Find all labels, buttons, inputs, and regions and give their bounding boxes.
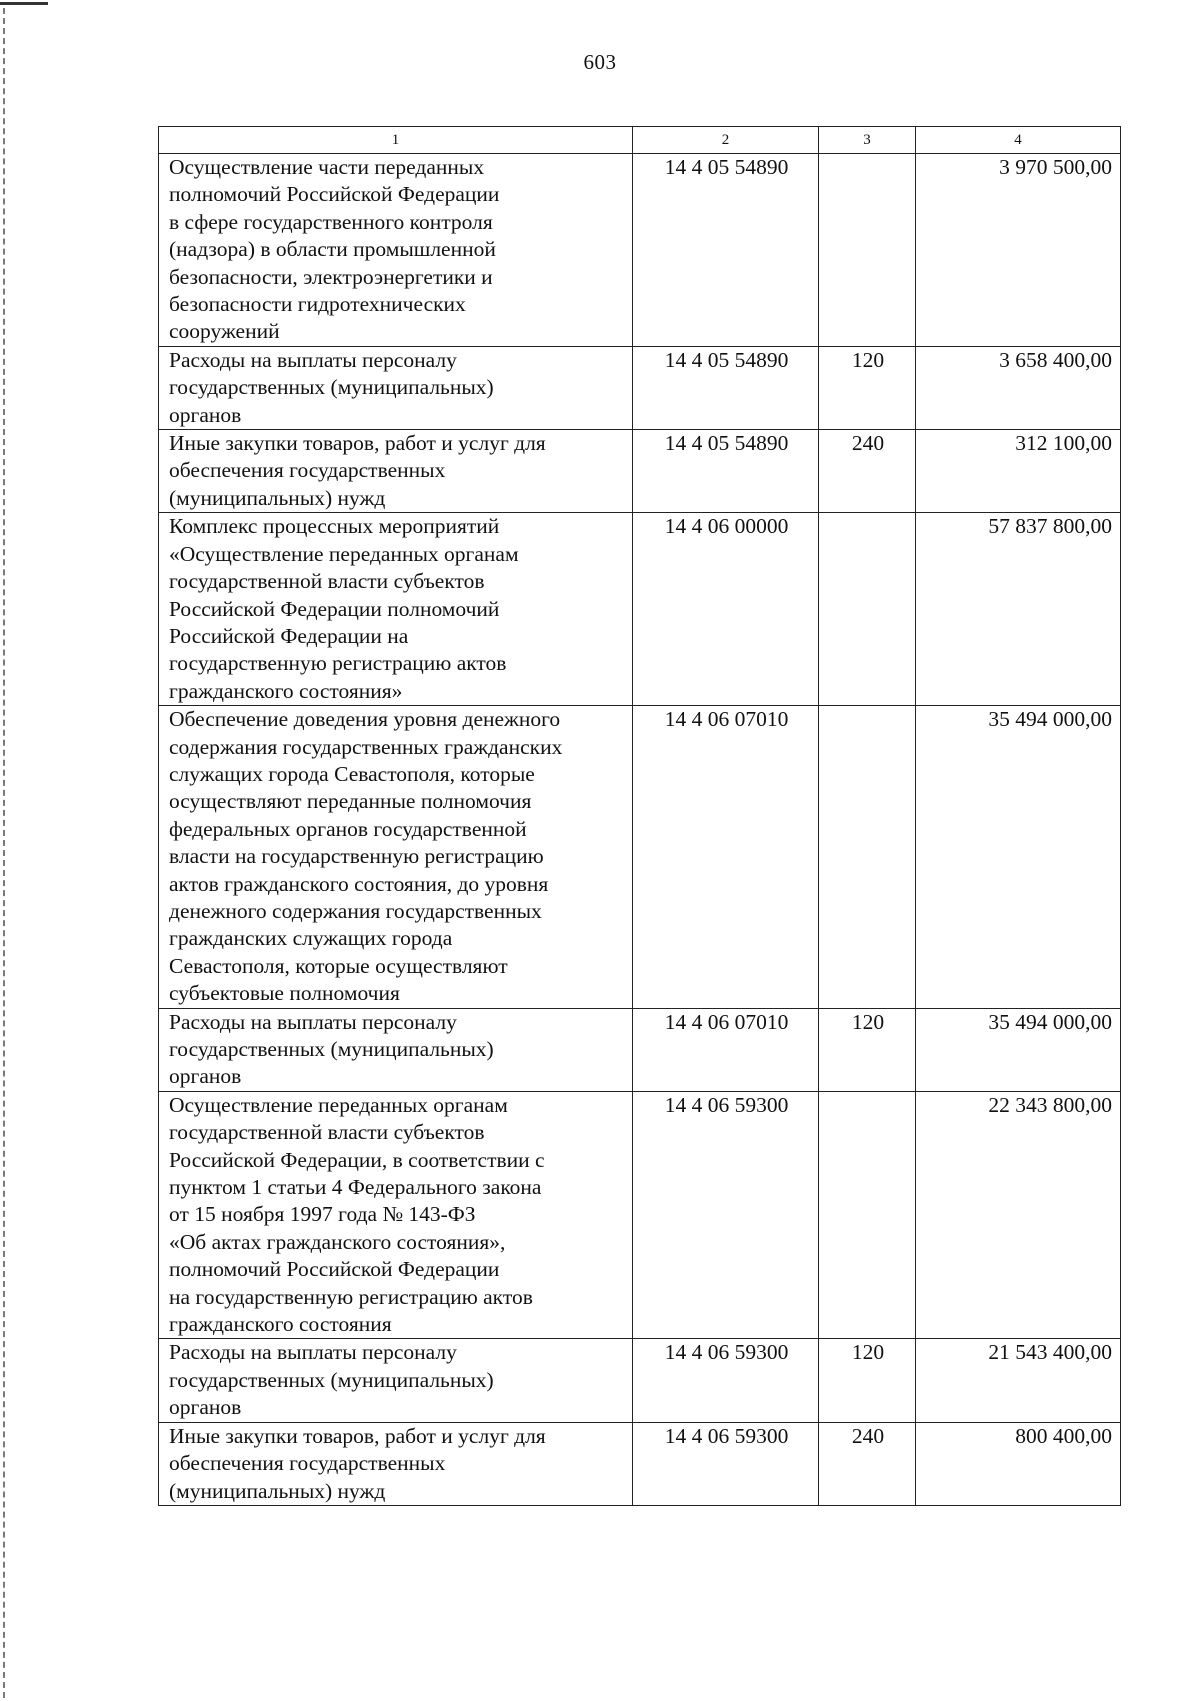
row-amount: 21 543 400,00 bbox=[916, 1339, 1121, 1422]
table-row bbox=[159, 346, 1121, 429]
page-number: 603 bbox=[583, 50, 617, 74]
row-expense-type bbox=[819, 154, 916, 347]
table-header-row bbox=[159, 127, 1121, 154]
row-name: Иные закупки товаров, работ и услуг для обеспечения государственных (муниципальных) нужд bbox=[159, 1422, 633, 1505]
row-amount: 800 400,00 bbox=[916, 1422, 1121, 1505]
row-name: Осуществление переданных органам государственной власти субъектов Российской Федерации, в соответствии с пунктом 1 статьи 4 Федерального закона от 15 ноября 1997 года № 143-ФЗ «Об актах гражданского состояния», полномочий Российской Федерации на государственную регистрацию актов гражданского состояния bbox=[159, 1091, 633, 1339]
table-row bbox=[159, 154, 1121, 347]
table-row bbox=[159, 430, 1121, 513]
scan-edge-dashed-line bbox=[3, 8, 5, 1698]
column-header-code: 2 bbox=[633, 127, 819, 154]
row-code: 14 4 06 59300 bbox=[633, 1422, 819, 1505]
row-expense-type: 120 bbox=[819, 1339, 916, 1422]
table-row bbox=[159, 706, 1121, 1008]
table-row bbox=[159, 513, 1121, 706]
row-expense-type bbox=[819, 706, 916, 1008]
row-name: Расходы на выплаты персоналу государственных (муниципальных) органов bbox=[159, 1008, 633, 1091]
row-amount: 35 494 000,00 bbox=[916, 1008, 1121, 1091]
row-name: Расходы на выплаты персоналу государственных (муниципальных) органов bbox=[159, 346, 633, 429]
row-amount: 57 837 800,00 bbox=[916, 513, 1121, 706]
row-amount: 22 343 800,00 bbox=[916, 1091, 1121, 1339]
table-row bbox=[159, 1008, 1121, 1091]
row-amount: 3 658 400,00 bbox=[916, 346, 1121, 429]
row-expense-type: 120 bbox=[819, 346, 916, 429]
row-code: 14 4 05 54890 bbox=[633, 430, 819, 513]
row-code: 14 4 06 07010 bbox=[633, 706, 819, 1008]
table-row bbox=[159, 1339, 1121, 1422]
row-expense-type: 240 bbox=[819, 1422, 916, 1505]
column-header-name: 1 bbox=[159, 127, 633, 154]
row-code: 14 4 06 00000 bbox=[633, 513, 819, 706]
row-code: 14 4 06 07010 bbox=[633, 1008, 819, 1091]
table-row bbox=[159, 1422, 1121, 1505]
column-header-amount: 4 bbox=[916, 127, 1121, 154]
budget-table bbox=[158, 126, 1121, 1506]
row-expense-type bbox=[819, 513, 916, 706]
scan-edge-mark bbox=[0, 2, 48, 5]
column-header-expense-type: 3 bbox=[819, 127, 916, 154]
row-name: Расходы на выплаты персоналу государственных (муниципальных) органов bbox=[159, 1339, 633, 1422]
row-expense-type: 240 bbox=[819, 430, 916, 513]
table-row bbox=[159, 1091, 1121, 1339]
row-code: 14 4 06 59300 bbox=[633, 1091, 819, 1339]
row-name: Обеспечение доведения уровня денежного содержания государственных гражданских служащих города Севастополя, которые осуществляют переданные полномочия федеральных органов государственной власти на государственную регистрацию актов гражданского состояния, до уровня денежного содержания государственных гражданских служащих города Севастополя, которые осуществляют субъектовые полномочия bbox=[159, 706, 633, 1008]
row-code: 14 4 05 54890 bbox=[633, 346, 819, 429]
row-amount: 35 494 000,00 bbox=[916, 706, 1121, 1008]
row-expense-type: 120 bbox=[819, 1008, 916, 1091]
row-amount: 3 970 500,00 bbox=[916, 154, 1121, 347]
row-amount: 312 100,00 bbox=[916, 430, 1121, 513]
row-name: Иные закупки товаров, работ и услуг для обеспечения государственных (муниципальных) нужд bbox=[159, 430, 633, 513]
row-code: 14 4 05 54890 bbox=[633, 154, 819, 347]
row-name: Комплекс процессных мероприятий «Осуществление переданных органам государственной власти субъектов Российской Федерации полномочий Российской Федерации на государственную регистрацию актов гражданского состояния» bbox=[159, 513, 633, 706]
row-name: Осуществление части переданных полномочий Российской Федерации в сфере государственного контроля (надзора) в области промышленной безопасности, электроэнергетики и безопасности гидротехнических сооружений bbox=[159, 154, 633, 347]
row-expense-type bbox=[819, 1091, 916, 1339]
row-code: 14 4 06 59300 bbox=[633, 1339, 819, 1422]
